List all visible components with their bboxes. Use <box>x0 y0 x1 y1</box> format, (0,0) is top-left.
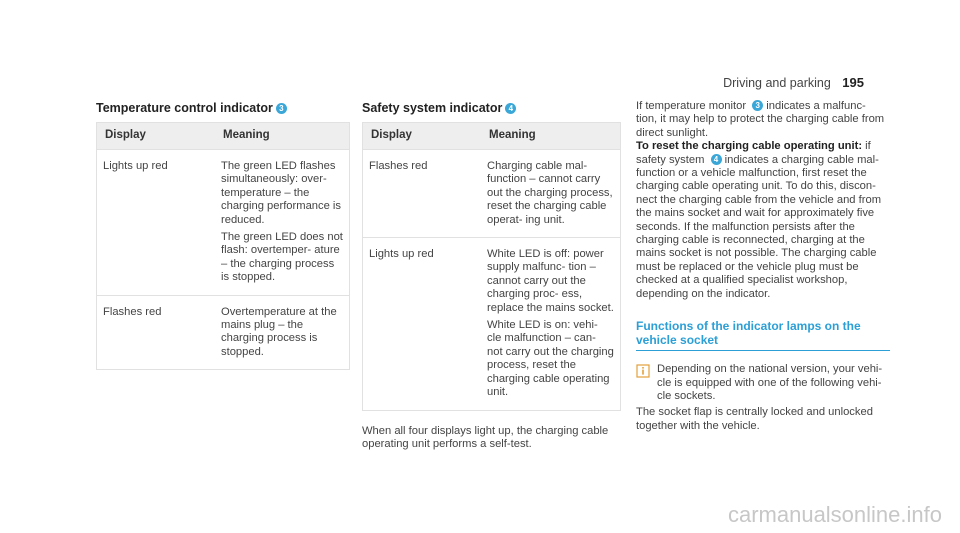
col-display-header: Display <box>363 123 482 150</box>
callout-badge: 3 <box>276 103 287 114</box>
paragraph-text: if safety system <box>636 140 871 166</box>
safety-indicator-section <box>362 100 621 451</box>
section-title <box>96 100 350 116</box>
meaning-text: The green LED flashes simultaneously: over- temperature – the charging performance is reduced. <box>221 160 342 226</box>
col-meaning-header: Meaning <box>215 123 350 150</box>
self-test-paragraph: When all four displays light up, the charging cable operating unit performs a self-test. <box>362 424 609 450</box>
temperature-indicator-section <box>96 100 350 370</box>
meaning-text: White LED is off: power supply malfunc- tion – cannot carry out the charging proc- ess, replace the mains socket. <box>487 248 614 314</box>
right-column <box>636 100 890 433</box>
col-meaning-header: Meaning <box>481 123 621 150</box>
table-row <box>363 150 621 238</box>
table-row <box>97 150 350 296</box>
section-title-text: Safety system indicator <box>362 101 503 115</box>
socket-flap-paragraph: The socket flap is centrally locked and unlocked together with the vehicle. <box>636 406 873 432</box>
display-cell: Flashes red <box>97 295 216 370</box>
display-cell: Lights up red <box>363 238 482 410</box>
table-row <box>97 295 350 370</box>
reset-heading: To reset the charging cable operating unit: <box>636 140 863 153</box>
temperature-monitor-paragraph <box>636 100 890 140</box>
table-header-row <box>363 123 621 150</box>
paragraph-text: indicates a charging cable mal- function or a vehicle malfunction, first reset the charging cable operating unit. To do this, discon- nect the charging cable from the vehicle and from the mains socket and wait for approximately five seconds. If the malfunction persists after the charging cable is reconnected, charging at the mains socket is not possible. The charging cable must be replaced or the vehicle plug must be checked at a qualified specialist workshop, depending on the indicator. <box>636 153 882 300</box>
info-icon <box>636 364 650 378</box>
display-cell: Flashes red <box>363 150 482 238</box>
meaning-text: White LED is on: vehi- cle malfunction – can- not carry out the charging process, reset the charging cable operating unit. <box>487 319 614 399</box>
meaning-text: The green LED does not flash: overtemper- ature – the charging process is stopped. <box>221 231 343 284</box>
table-header-row <box>97 123 350 150</box>
meaning-text: Charging cable mal- function – cannot carry out the charging process, reset the charging cable operat- ing unit. <box>487 160 613 226</box>
meaning-cell <box>481 150 621 238</box>
section-title-text: Temperature control indicator <box>96 101 273 115</box>
paragraph-text: indicates a malfunc- tion, it may help to protect the charging cable from direct sunlight. <box>636 100 885 139</box>
watermark: carmanualsonline.info <box>727 502 942 527</box>
meaning-text: Overtemperature at the mains plug – the charging process is stopped. <box>221 305 337 358</box>
page-number: 195 <box>842 75 864 90</box>
temperature-indicator-table <box>96 122 350 370</box>
safety-indicator-table <box>362 122 621 411</box>
col-display-header: Display <box>97 123 216 150</box>
section-title <box>362 100 621 116</box>
display-cell: Lights up red <box>97 150 216 296</box>
section-name: Driving and parking <box>723 76 831 90</box>
meaning-cell <box>215 150 350 296</box>
reset-paragraph <box>636 140 890 301</box>
paragraph-text: If temperature monitor <box>636 100 747 112</box>
note-block <box>636 363 890 403</box>
running-header <box>723 75 864 90</box>
meaning-cell <box>215 295 350 370</box>
meaning-cell <box>481 238 621 410</box>
callout-badge: 4 <box>505 103 516 114</box>
callout-badge: 3 <box>752 100 763 111</box>
vehicle-socket-heading: Functions of the indicator lamps on the vehicle socket <box>636 319 890 351</box>
callout-badge: 4 <box>711 154 722 165</box>
note-text: Depending on the national version, your vehi- cle is equipped with one of the following vehi- cle sockets. <box>657 363 883 402</box>
table-row <box>363 238 621 410</box>
